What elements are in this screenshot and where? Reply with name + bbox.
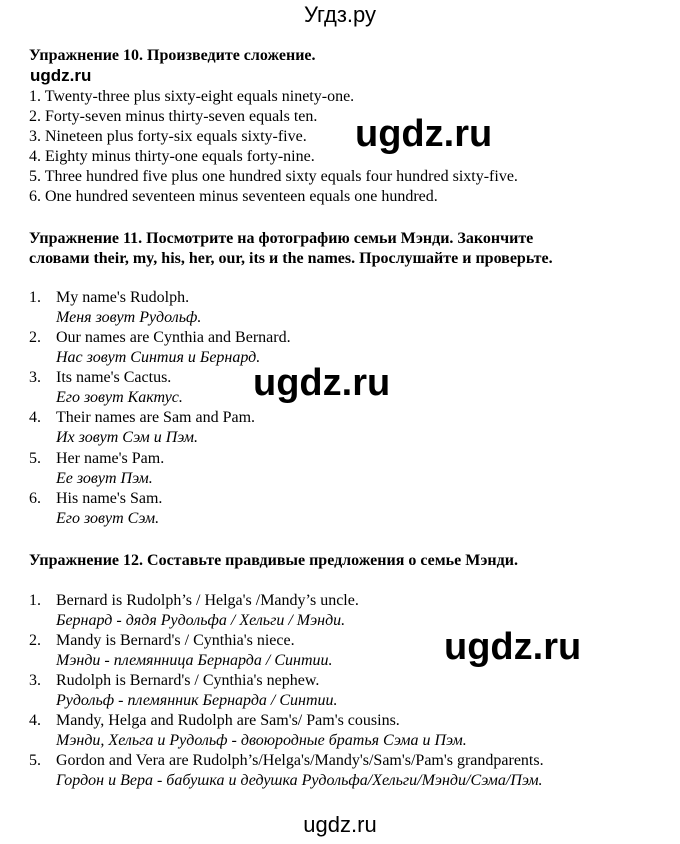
- exercise-10-line-4: 4. Eighty minus thirty-one equals forty-nine.: [29, 148, 315, 165]
- exercise-11-item-6-number: 6.: [29, 490, 41, 507]
- exercise-11-item-5-russian: Ее зовут Пэм.: [56, 470, 153, 487]
- exercise-11-item-4-russian: Их зовут Сэм и Пэм.: [56, 429, 198, 446]
- exercise-11-item-4-english: Their names are Sam and Pam.: [56, 409, 256, 426]
- exercise-10-line-3: 3. Nineteen plus forty-six equals sixty-five.: [29, 128, 307, 145]
- exercise-12-item-3-english: Rudolph is Bernard's / Cynthia's nephew.: [56, 672, 320, 689]
- exercise-10-line-6: 6. One hundred seventeen minus seventeen equals one hundred.: [29, 188, 438, 205]
- exercise-12-item-5-number: 5.: [29, 752, 41, 769]
- exercise-12-item-4-number: 4.: [29, 712, 41, 729]
- exercise-11-item-1-english: My name's Rudolph.: [56, 289, 190, 306]
- watermark-2: ugdz.ru: [253, 362, 391, 404]
- exercise-11-item-1-russian: Меня зовут Рудольф.: [56, 309, 202, 326]
- watermark-1: ugdz.ru: [355, 113, 493, 155]
- exercise-12-item-4-russian: Мэнди, Хельга и Рудольф - двоюродные братья Сэма и Пэм.: [56, 732, 467, 749]
- exercise-11-item-5-english: Her name's Pam.: [56, 450, 165, 467]
- exercise-11-item-6-russian: Его зовут Сэм.: [56, 510, 160, 527]
- exercise-12-item-1-russian: Бернард - дядя Рудольфа / Хельги / Мэнди.: [56, 612, 346, 629]
- exercise-11-item-2-english: Our names are Cynthia and Bernard.: [56, 329, 291, 346]
- exercise-11-title-line-1: Упражнение 11. Посмотрите на фотографию семьи Мэнди. Закончите: [29, 230, 534, 247]
- exercise-11-item-3-russian: Его зовут Кактус.: [56, 389, 183, 406]
- exercise-12-title: Упражнение 12. Составьте правдивые предложения о семье Мэнди.: [29, 552, 518, 569]
- exercise-10-title: Упражнение 10. Произведите сложение.: [29, 47, 316, 64]
- exercise-11-title-line-2: словами their, my, his, her, our, its и the names. Прослушайте и проверьте.: [29, 250, 553, 267]
- exercise-12-item-1-english: Bernard is Rudolph’s / Helga's /Mandy’s uncle.: [56, 592, 359, 609]
- exercise-12-item-3-russian: Рудольф - племянник Бернарда / Синтии.: [56, 692, 338, 709]
- exercise-11-item-1-number: 1.: [29, 289, 41, 306]
- exercise-12-item-2-english: Mandy is Bernard's / Cynthia's niece.: [56, 632, 295, 649]
- exercise-10-line-2: 2. Forty-seven minus thirty-seven equals ten.: [29, 108, 318, 125]
- exercise-11-item-3-number: 3.: [29, 369, 41, 386]
- watermark-small: ugdz.ru: [30, 66, 92, 85]
- exercise-12-item-4-english: Mandy, Helga and Rudolph are Sam's/ Pam's cousins.: [56, 712, 400, 729]
- exercise-11-item-6-english: His name's Sam.: [56, 490, 163, 507]
- exercise-11-item-3-english: Its name's Cactus.: [56, 369, 172, 386]
- exercise-12-item-5-english: Gordon and Vera are Rudolph’s/Helga's/Mandy's/Sam's/Pam's grandparents.: [56, 752, 544, 769]
- exercise-12-item-3-number: 3.: [29, 672, 41, 689]
- exercise-12-item-2-number: 2.: [29, 632, 41, 649]
- watermark-3: ugdz.ru: [444, 626, 582, 668]
- exercise-10-line-5: 5. Three hundred five plus one hundred sixty equals four hundred sixty-five.: [29, 168, 518, 185]
- exercise-11-item-5-number: 5.: [29, 450, 41, 467]
- exercise-11-item-4-number: 4.: [29, 409, 41, 426]
- exercise-11-item-2-number: 2.: [29, 329, 41, 346]
- exercise-12-item-1-number: 1.: [29, 592, 41, 609]
- exercise-12-item-5-russian: Гордон и Вера - бабушка и дедушка Рудольфа/Хельги/Мэнди/Сэма/Пэм.: [56, 772, 543, 789]
- site-footer-link[interactable]: ugdz.ru: [303, 812, 377, 837]
- exercise-11-item-2-russian: Нас зовут Синтия и Бернард.: [56, 349, 261, 366]
- site-title: Угдз.ру: [303, 2, 377, 27]
- exercise-10-line-1: 1. Twenty-three plus sixty-eight equals ninety-one.: [29, 88, 355, 105]
- exercise-12-item-2-russian: Мэнди - племянница Бернарда / Синтии.: [56, 652, 333, 669]
